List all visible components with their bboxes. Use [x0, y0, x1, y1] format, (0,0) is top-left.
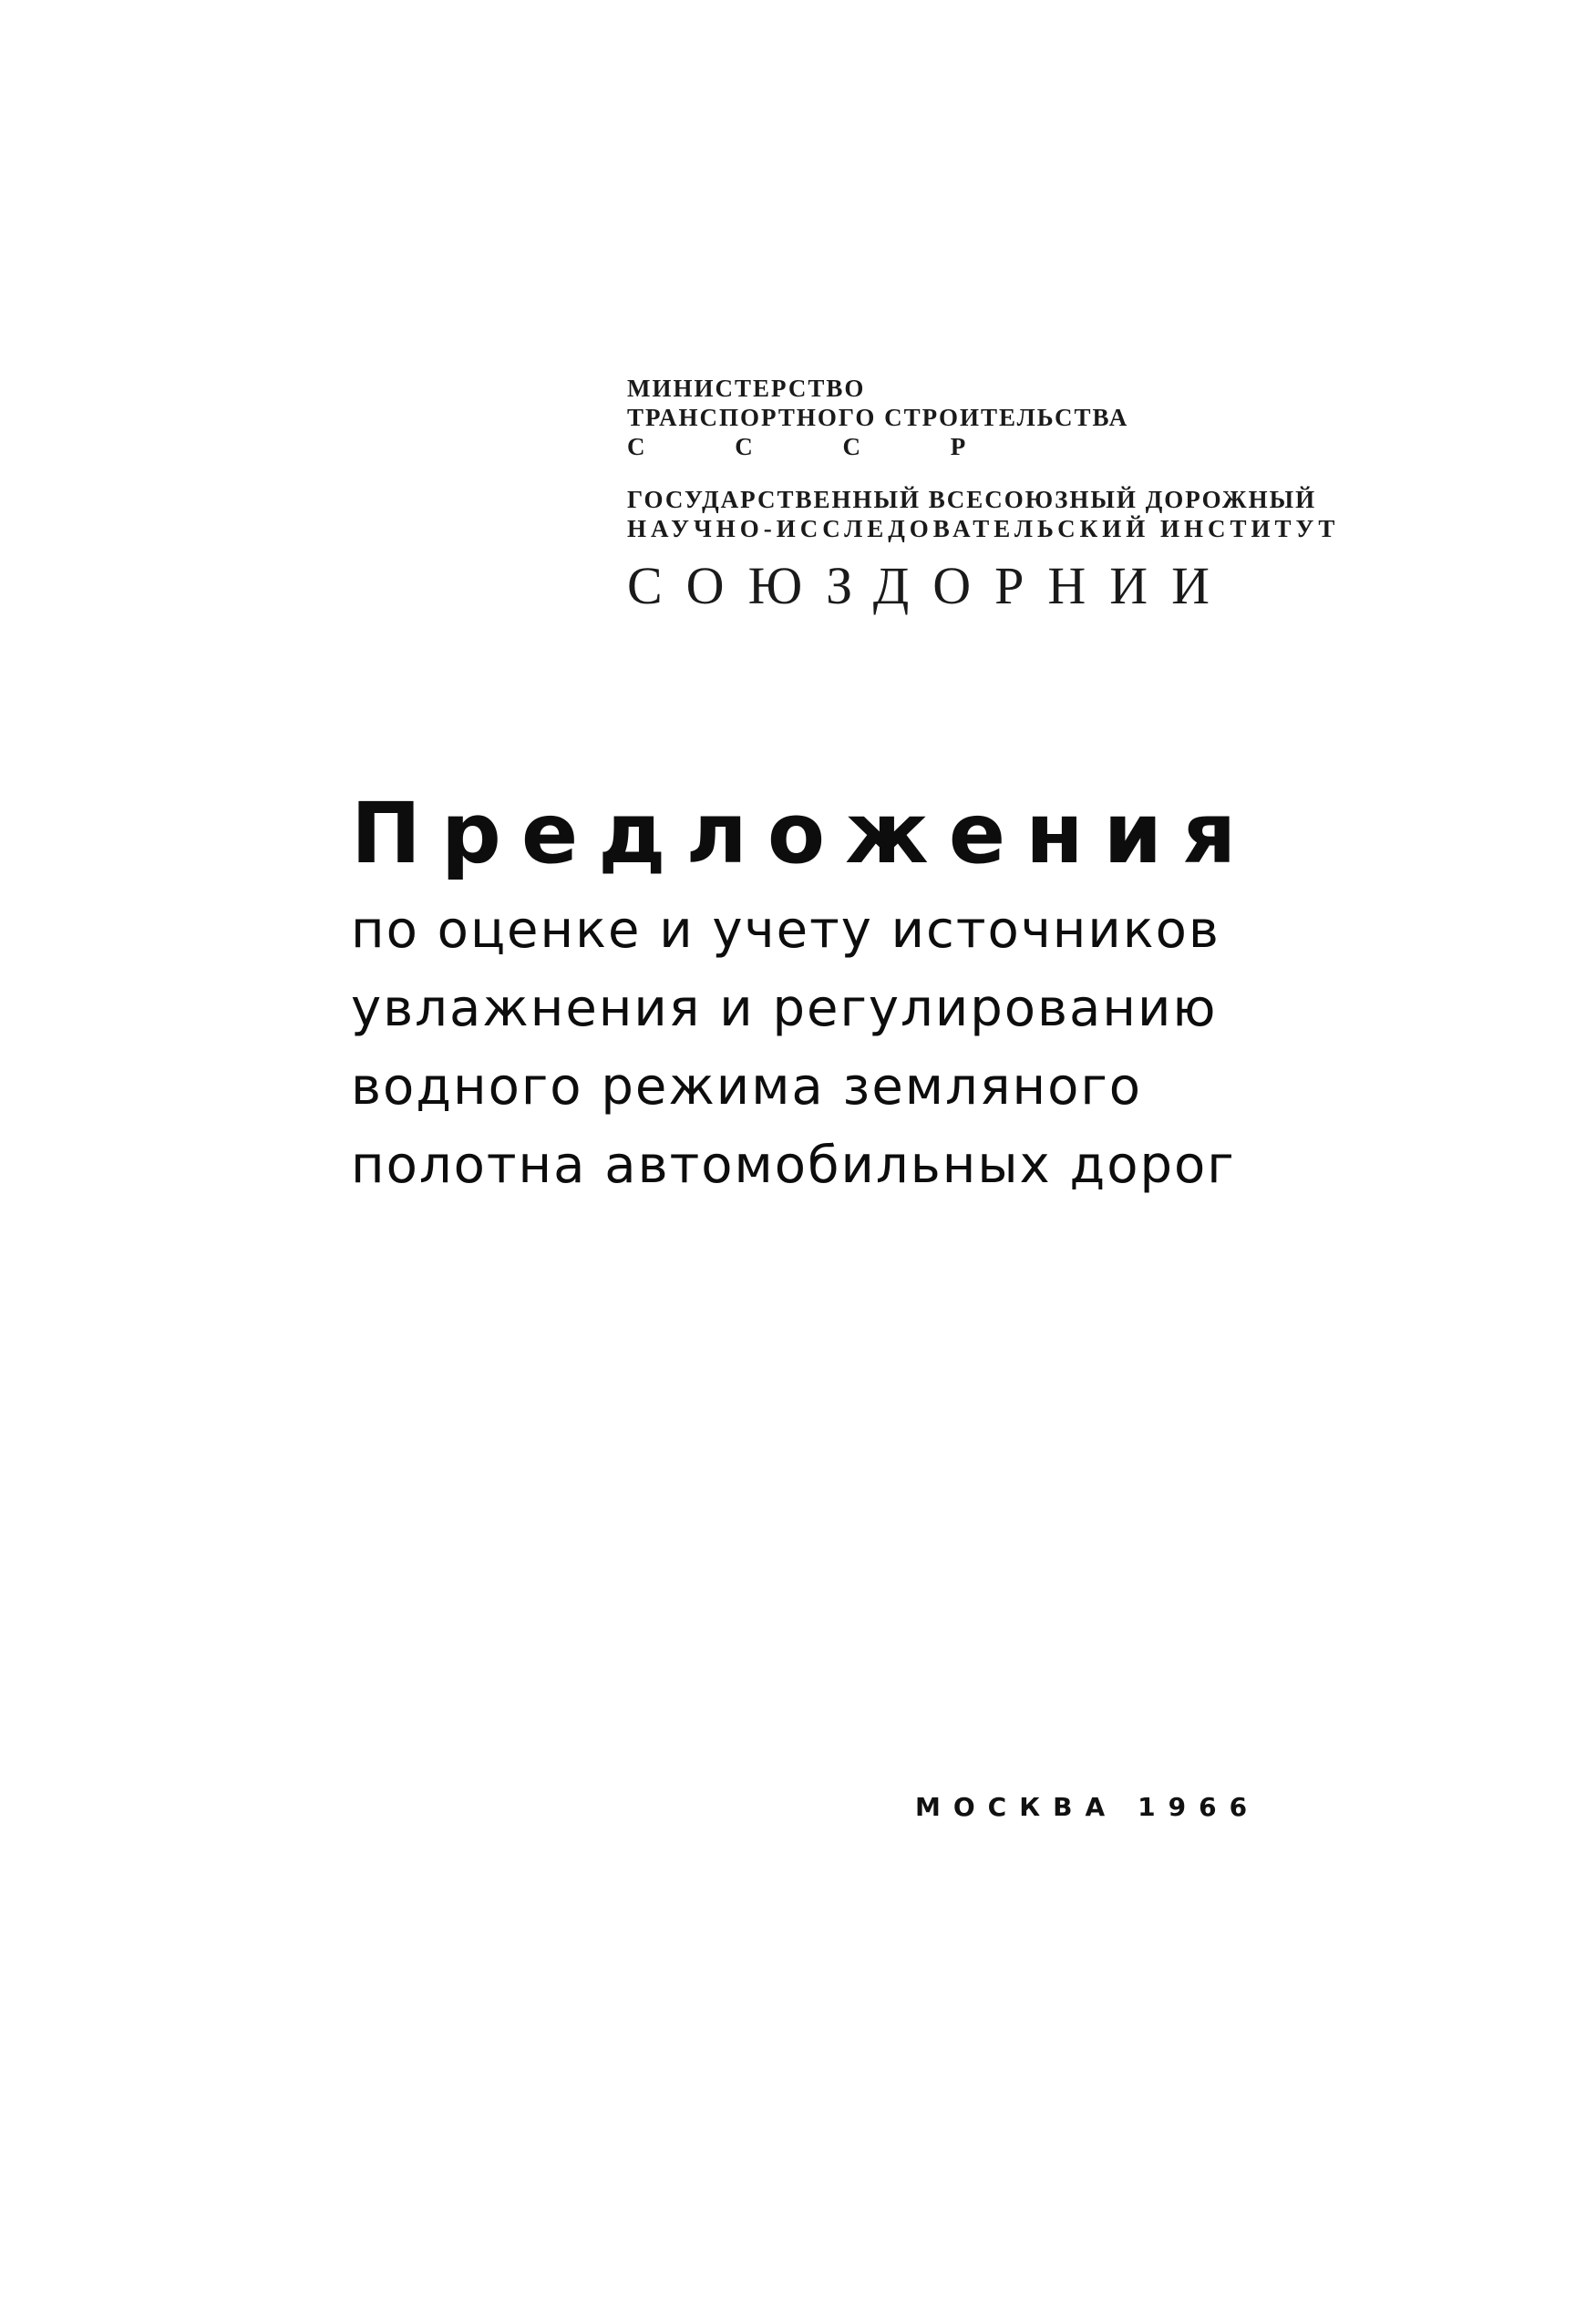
document-subtitle — [351, 891, 1262, 1205]
institute-name-line-1: ГОСУДАРСТВЕННЫЙ ВСЕСОЮЗНЫЙ ДОРОЖНЫЙ — [627, 486, 1317, 513]
subtitle-line: увлажнения и регулированию — [351, 979, 1218, 1038]
spacer — [627, 461, 1375, 485]
document-title-block — [351, 784, 1262, 1205]
subtitle-line: по оценке и учету источников — [351, 901, 1220, 960]
ministry-name-line-1: МИНИСТЕРСТВО — [627, 375, 866, 402]
subtitle-line: полотна автомобильных дорог — [351, 1136, 1236, 1195]
imprint-year: 1966 — [1138, 1792, 1261, 1822]
imprint — [915, 1792, 1260, 1822]
subtitle-line: водного режима земляного — [351, 1057, 1143, 1117]
institute-acronym: СОЮЗДОРНИИ — [627, 556, 1234, 615]
document-title: Предложения — [351, 785, 1257, 882]
ministry-country: С С С Р — [627, 433, 1008, 460]
ministry-name-line-2: ТРАНСПОРТНОГО СТРОИТЕЛЬСТВА — [627, 404, 1129, 431]
publisher-block — [627, 374, 1375, 616]
institute-name-line-2: НАУЧНО-ИССЛЕДОВАТЕЛЬСКИЙ ИНСТИТУТ — [627, 515, 1340, 542]
imprint-city: МОСКВА — [915, 1792, 1118, 1822]
